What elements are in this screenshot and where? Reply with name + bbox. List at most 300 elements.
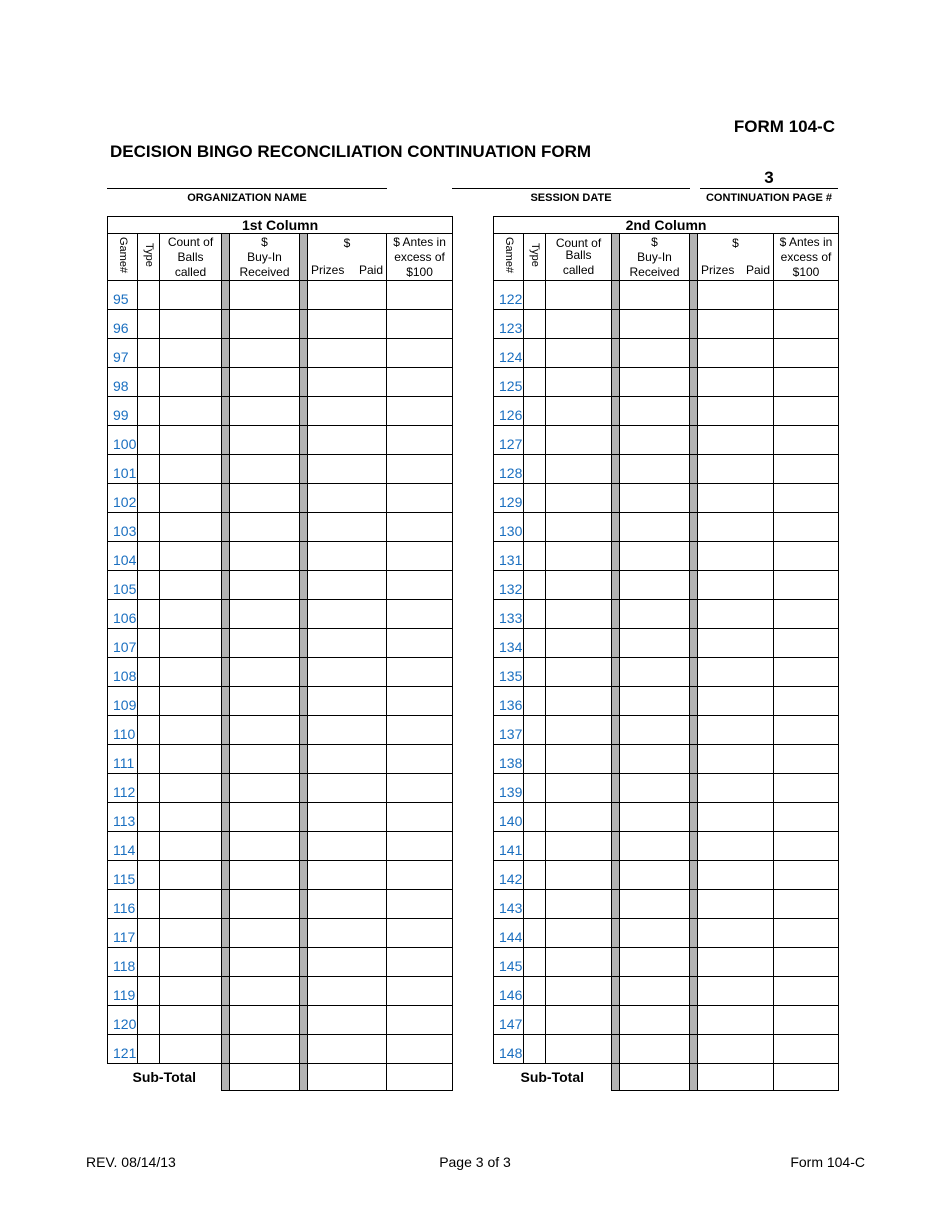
buy-in-cell[interactable] [620,600,690,629]
prizes-paid-cell[interactable] [308,774,387,803]
prizes-paid-cell[interactable] [308,368,387,397]
balls-called-cell[interactable] [160,658,222,687]
prizes-paid-cell[interactable] [308,629,387,658]
balls-called-cell[interactable] [160,339,222,368]
type-cell[interactable] [524,629,546,658]
buy-in-cell[interactable] [620,890,690,919]
buy-in-cell[interactable] [620,455,690,484]
buy-in-cell[interactable] [620,571,690,600]
balls-called-cell[interactable] [546,803,612,832]
balls-called-cell[interactable] [160,281,222,310]
subtotal-prizes-paid[interactable] [308,1064,387,1091]
separator [690,310,698,339]
buy-in-cell[interactable] [620,774,690,803]
type-cell[interactable] [524,1035,546,1064]
session-date-line[interactable] [452,188,690,189]
antes-cell[interactable] [774,310,839,339]
type-cell[interactable] [524,948,546,977]
type-cell[interactable] [138,1006,160,1035]
prizes-paid-cell[interactable] [698,832,774,861]
prizes-paid-cell[interactable] [698,513,774,542]
prizes-paid-cell[interactable] [308,716,387,745]
game-number: 137 [494,716,524,745]
subtotal-antes[interactable] [774,1064,839,1091]
table-row [494,890,839,919]
balls-called-cell[interactable] [160,919,222,948]
antes-cell[interactable] [387,1006,453,1035]
prizes-paid-cell[interactable] [698,484,774,513]
prizes-paid-cell[interactable] [308,542,387,571]
type-cell[interactable] [138,919,160,948]
antes-cell[interactable] [774,1035,839,1064]
balls-called-cell[interactable] [546,455,612,484]
antes-cell[interactable] [774,600,839,629]
balls-called-cell[interactable] [546,716,612,745]
type-cell[interactable] [138,281,160,310]
balls-called-cell[interactable] [546,1035,612,1064]
antes-cell[interactable] [387,571,453,600]
antes-cell[interactable] [387,948,453,977]
type-cell[interactable] [138,455,160,484]
subtotal-prizes-paid[interactable] [698,1064,774,1091]
antes-cell[interactable] [387,368,453,397]
separator [300,861,308,890]
antes-cell[interactable] [774,455,839,484]
antes-cell[interactable] [387,1035,453,1064]
prizes-paid-cell[interactable] [698,658,774,687]
balls-called-cell[interactable] [160,368,222,397]
prizes-paid-cell[interactable] [308,803,387,832]
antes-cell[interactable] [387,658,453,687]
antes-cell[interactable] [774,513,839,542]
antes-cell[interactable] [387,629,453,658]
antes-cell[interactable] [774,484,839,513]
antes-cell[interactable] [774,687,839,716]
antes-cell[interactable] [387,484,453,513]
type-cell[interactable] [138,571,160,600]
antes-cell[interactable] [774,426,839,455]
balls-called-cell[interactable] [160,774,222,803]
type-cell[interactable] [138,426,160,455]
prizes-paid-cell[interactable] [308,310,387,339]
type-cell[interactable] [138,890,160,919]
antes-cell[interactable] [774,658,839,687]
antes-cell[interactable] [387,774,453,803]
type-cell[interactable] [524,890,546,919]
prizes-paid-cell[interactable] [308,426,387,455]
buy-in-cell[interactable] [620,832,690,861]
prizes-paid-cell[interactable] [698,774,774,803]
type-cell[interactable] [138,1035,160,1064]
type-cell[interactable] [138,600,160,629]
type-cell[interactable] [524,571,546,600]
balls-called-cell[interactable] [546,687,612,716]
prizes-paid-cell[interactable] [698,600,774,629]
table-row [494,977,839,1006]
prizes-paid-cell[interactable] [308,281,387,310]
balls-called-cell[interactable] [160,310,222,339]
buy-in-cell[interactable] [620,658,690,687]
type-cell[interactable] [524,774,546,803]
prizes-paid-cell[interactable] [698,310,774,339]
buy-in-cell[interactable] [620,542,690,571]
buy-in-cell[interactable] [230,1035,300,1064]
prizes-paid-cell[interactable] [308,977,387,1006]
buy-in-cell[interactable] [620,861,690,890]
balls-called-cell[interactable] [546,397,612,426]
balls-called-cell[interactable] [160,948,222,977]
type-cell[interactable] [138,687,160,716]
game-number: 142 [494,861,524,890]
prizes-paid-cell[interactable] [698,629,774,658]
prizes-paid-cell[interactable] [308,745,387,774]
antes-cell[interactable] [387,542,453,571]
prizes-paid-cell[interactable] [308,687,387,716]
type-cell[interactable] [524,658,546,687]
prizes-paid-cell[interactable] [698,861,774,890]
type-cell[interactable] [138,977,160,1006]
buy-in-cell[interactable] [230,600,300,629]
prizes-paid-cell[interactable] [698,455,774,484]
balls-called-cell[interactable] [546,629,612,658]
buy-in-cell[interactable] [230,774,300,803]
table-row [108,658,453,687]
antes-cell[interactable] [774,919,839,948]
balls-called-cell[interactable] [160,890,222,919]
type-cell[interactable] [138,745,160,774]
balls-called-cell[interactable] [546,919,612,948]
prizes-paid-cell[interactable] [698,542,774,571]
balls-called-cell[interactable] [546,658,612,687]
type-cell[interactable] [138,948,160,977]
type-cell[interactable] [524,861,546,890]
antes-cell[interactable] [774,890,839,919]
type-cell[interactable] [524,397,546,426]
prizes-paid-cell[interactable] [308,1006,387,1035]
type-cell[interactable] [138,774,160,803]
antes-cell[interactable] [774,977,839,1006]
antes-cell[interactable] [774,948,839,977]
prizes-paid-cell[interactable] [308,455,387,484]
antes-cell[interactable] [774,571,839,600]
antes-cell[interactable] [774,774,839,803]
type-cell[interactable] [524,600,546,629]
prizes-paid-cell[interactable] [698,803,774,832]
buy-in-cell[interactable] [620,1035,690,1064]
separator [690,455,698,484]
type-cell[interactable] [524,832,546,861]
prizes-paid-cell[interactable] [308,658,387,687]
buy-in-cell[interactable] [620,368,690,397]
buy-in-cell[interactable] [230,861,300,890]
antes-cell[interactable] [774,745,839,774]
balls-called-cell[interactable] [546,774,612,803]
balls-called-cell[interactable] [160,1006,222,1035]
balls-called-cell[interactable] [160,571,222,600]
type-cell[interactable] [524,484,546,513]
antes-cell[interactable] [774,397,839,426]
balls-called-cell[interactable] [160,426,222,455]
buy-in-cell[interactable] [230,455,300,484]
antes-cell[interactable] [387,310,453,339]
type-cell[interactable] [138,861,160,890]
prizes-paid-cell[interactable] [308,1035,387,1064]
type-cell[interactable] [138,658,160,687]
type-cell[interactable] [524,426,546,455]
type-cell[interactable] [138,484,160,513]
buy-in-cell[interactable] [230,571,300,600]
buy-in-cell[interactable] [230,658,300,687]
balls-called-cell[interactable] [160,484,222,513]
type-cell[interactable] [138,803,160,832]
buy-in-cell[interactable] [230,919,300,948]
prizes-paid-cell[interactable] [308,600,387,629]
prizes-paid-cell[interactable] [698,281,774,310]
prizes-paid-cell[interactable] [698,1006,774,1035]
buy-in-cell[interactable] [620,629,690,658]
separator [222,1064,230,1091]
antes-cell[interactable] [774,803,839,832]
buy-in-cell[interactable] [230,745,300,774]
balls-called-cell[interactable] [160,803,222,832]
antes-cell[interactable] [774,281,839,310]
subtotal-buy-in[interactable] [620,1064,690,1091]
prizes-paid-cell[interactable] [698,919,774,948]
type-cell[interactable] [524,513,546,542]
buy-in-cell[interactable] [620,426,690,455]
buy-in-cell[interactable] [230,542,300,571]
balls-called-cell[interactable] [546,310,612,339]
prizes-paid-cell[interactable] [698,977,774,1006]
game-number: 143 [494,890,524,919]
balls-called-cell[interactable] [546,1006,612,1035]
balls-called-cell[interactable] [546,600,612,629]
antes-cell[interactable] [387,977,453,1006]
prizes-paid-cell[interactable] [308,948,387,977]
buy-in-cell[interactable] [230,1006,300,1035]
balls-called-cell[interactable] [546,513,612,542]
buy-in-cell[interactable] [230,513,300,542]
type-cell[interactable] [524,716,546,745]
balls-called-cell[interactable] [160,832,222,861]
type-cell[interactable] [524,455,546,484]
balls-called-cell[interactable] [160,513,222,542]
antes-cell[interactable] [387,716,453,745]
antes-cell[interactable] [774,1006,839,1035]
antes-cell[interactable] [387,803,453,832]
buy-in-cell[interactable] [230,803,300,832]
buy-in-cell[interactable] [230,629,300,658]
table-row [494,658,839,687]
antes-cell[interactable] [774,861,839,890]
buy-in-cell[interactable] [620,339,690,368]
balls-called-cell[interactable] [546,745,612,774]
balls-called-cell[interactable] [160,687,222,716]
antes-cell[interactable] [387,745,453,774]
balls-called-cell[interactable] [546,542,612,571]
balls-called-cell[interactable] [546,977,612,1006]
type-cell[interactable] [138,629,160,658]
balls-called-cell[interactable] [160,977,222,1006]
buy-in-cell[interactable] [230,397,300,426]
antes-cell[interactable] [387,600,453,629]
prizes-paid-cell[interactable] [698,397,774,426]
type-cell[interactable] [524,745,546,774]
type-cell[interactable] [138,513,160,542]
type-cell[interactable] [524,281,546,310]
balls-called-cell[interactable] [160,455,222,484]
balls-called-cell[interactable] [160,542,222,571]
antes-cell[interactable] [387,455,453,484]
buy-in-cell[interactable] [230,716,300,745]
buy-in-cell[interactable] [620,716,690,745]
buy-in-cell[interactable] [620,687,690,716]
prizes-paid-cell[interactable] [308,890,387,919]
prizes-paid-cell[interactable] [698,745,774,774]
antes-cell[interactable] [387,397,453,426]
antes-cell[interactable] [387,919,453,948]
balls-called-cell[interactable] [160,861,222,890]
prizes-paid-cell[interactable] [308,571,387,600]
buy-in-cell[interactable] [230,484,300,513]
type-cell[interactable] [524,687,546,716]
buy-in-cell[interactable] [230,368,300,397]
buy-in-cell[interactable] [230,310,300,339]
separator [222,890,230,919]
balls-called-cell[interactable] [160,629,222,658]
balls-called-cell[interactable] [160,745,222,774]
antes-cell[interactable] [387,832,453,861]
balls-called-cell[interactable] [546,281,612,310]
type-cell[interactable] [138,542,160,571]
type-cell[interactable] [138,397,160,426]
buy-in-cell[interactable] [230,977,300,1006]
buy-in-cell[interactable] [230,426,300,455]
buy-in-cell[interactable] [620,281,690,310]
buy-in-cell[interactable] [620,397,690,426]
prizes-paid-cell[interactable] [698,890,774,919]
prizes-paid-cell[interactable] [698,716,774,745]
buy-in-cell[interactable] [620,513,690,542]
game-number: 124 [494,339,524,368]
type-cell[interactable] [138,832,160,861]
antes-cell[interactable] [387,513,453,542]
antes-cell[interactable] [387,426,453,455]
antes-cell[interactable] [774,629,839,658]
balls-called-cell[interactable] [546,339,612,368]
type-cell[interactable] [524,368,546,397]
buy-in-cell[interactable] [230,339,300,368]
prizes-paid-cell[interactable] [308,919,387,948]
buy-in-cell[interactable] [230,890,300,919]
antes-cell[interactable] [774,368,839,397]
buy-in-cell[interactable] [620,484,690,513]
type-cell[interactable] [524,919,546,948]
prizes-paid-cell[interactable] [698,571,774,600]
balls-called-cell[interactable] [546,426,612,455]
balls-called-cell[interactable] [160,397,222,426]
table-row [494,455,839,484]
subtotal-antes[interactable] [387,1064,453,1091]
buy-in-cell[interactable] [620,1006,690,1035]
buy-in-cell[interactable] [230,687,300,716]
prizes-paid-cell[interactable] [308,832,387,861]
antes-cell[interactable] [387,890,453,919]
prizes-paid-cell[interactable] [698,426,774,455]
buy-in-cell[interactable] [230,281,300,310]
prizes-paid-cell[interactable] [308,861,387,890]
balls-called-cell[interactable] [546,368,612,397]
separator [612,716,620,745]
balls-called-cell[interactable] [546,484,612,513]
type-cell[interactable] [524,977,546,1006]
prizes-paid-cell[interactable] [308,513,387,542]
prizes-paid-cell[interactable] [308,484,387,513]
prizes-paid-cell[interactable] [698,368,774,397]
antes-cell[interactable] [774,542,839,571]
balls-called-cell[interactable] [546,571,612,600]
buy-in-cell[interactable] [620,948,690,977]
antes-cell[interactable] [774,716,839,745]
separator [300,977,308,1006]
type-header: Type [524,234,546,281]
type-cell[interactable] [524,1006,546,1035]
prizes-paid-cell[interactable] [308,397,387,426]
separator [612,745,620,774]
buy-in-cell[interactable] [620,919,690,948]
continuation-page-value[interactable]: 3 [764,168,774,187]
balls-called-cell[interactable] [546,861,612,890]
buy-in-cell[interactable] [620,745,690,774]
balls-called-cell[interactable] [160,716,222,745]
antes-cell[interactable] [774,339,839,368]
balls-called-cell[interactable] [160,1035,222,1064]
antes-cell[interactable] [387,281,453,310]
antes-cell[interactable] [387,687,453,716]
buy-in-cell[interactable] [230,948,300,977]
prizes-paid-cell[interactable] [698,948,774,977]
separator [300,542,308,571]
antes-cell[interactable] [387,861,453,890]
buy-in-cell[interactable] [230,832,300,861]
balls-called-cell[interactable] [546,948,612,977]
type-cell[interactable] [524,310,546,339]
subtotal-buy-in[interactable] [230,1064,300,1091]
type-cell[interactable] [524,339,546,368]
antes-cell[interactable] [387,339,453,368]
organization-name-line[interactable] [107,188,387,189]
balls-called-cell[interactable] [160,600,222,629]
type-cell[interactable] [138,368,160,397]
type-cell[interactable] [524,542,546,571]
prizes-paid-cell[interactable] [308,339,387,368]
type-cell[interactable] [138,310,160,339]
prizes-paid-cell[interactable] [698,1035,774,1064]
type-cell[interactable] [524,803,546,832]
antes-cell[interactable] [774,832,839,861]
continuation-page-label: CONTINUATION PAGE # [705,192,833,204]
prizes-paid-cell[interactable] [698,687,774,716]
prizes-paid-cell[interactable] [698,339,774,368]
balls-called-cell[interactable] [546,832,612,861]
type-cell[interactable] [138,339,160,368]
buy-in-cell[interactable] [620,803,690,832]
balls-called-cell[interactable] [546,890,612,919]
game-number: 130 [494,513,524,542]
buy-in-cell[interactable] [620,310,690,339]
type-cell[interactable] [138,716,160,745]
buy-in-cell[interactable] [620,977,690,1006]
